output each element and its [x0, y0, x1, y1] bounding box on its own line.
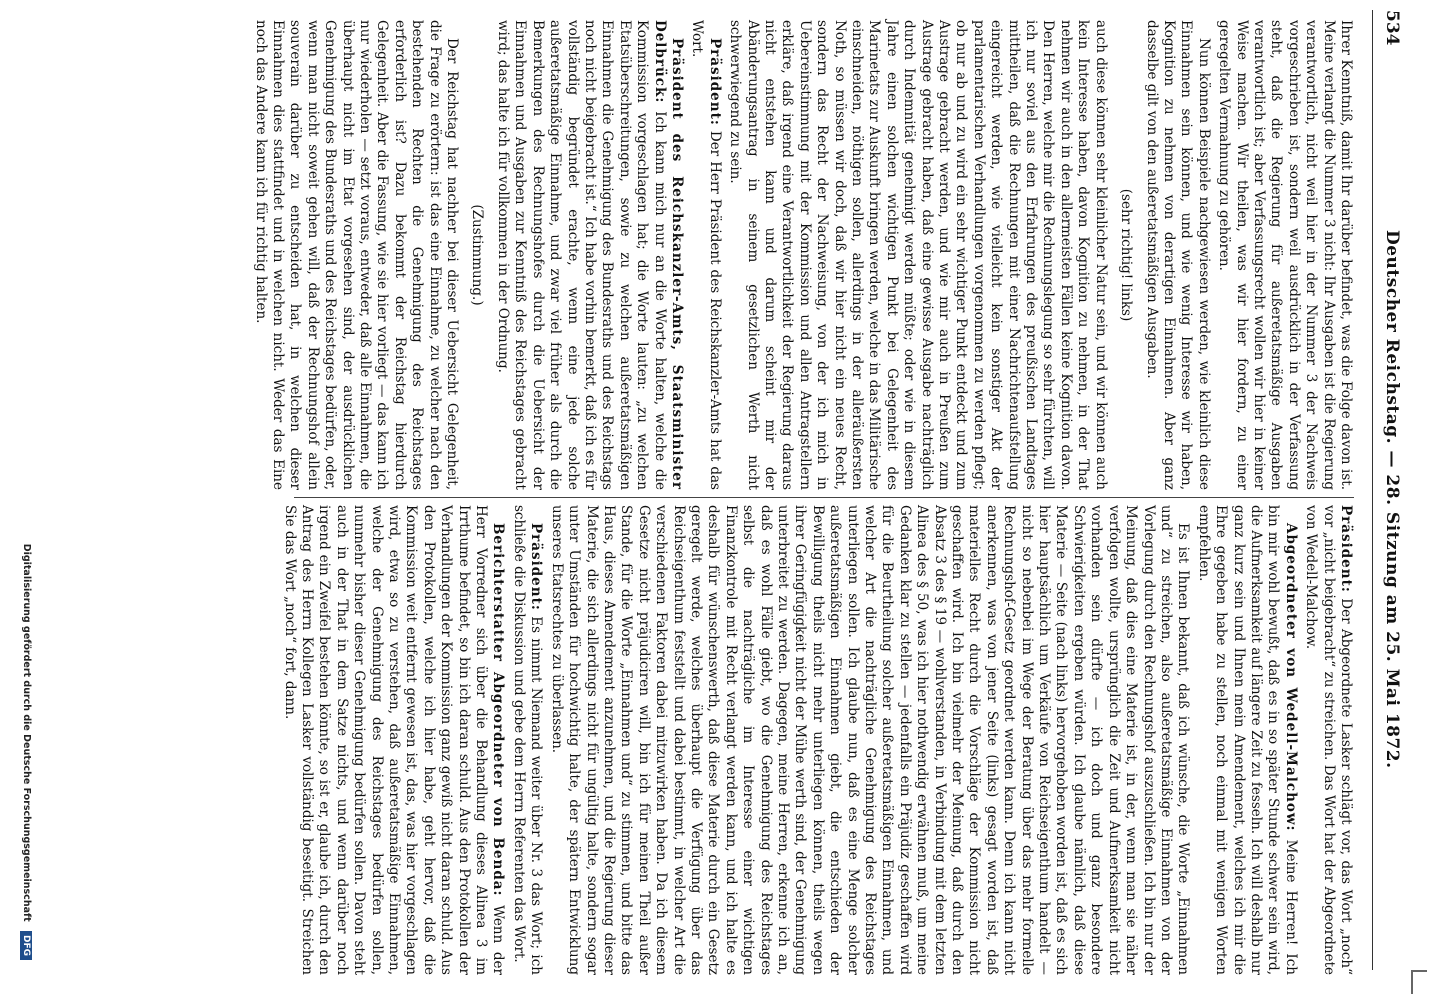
- text-column-left: [252, 20, 1354, 490]
- speaker-name: Präsident:: [706, 38, 723, 126]
- paragraph: Ihrer Kenntniß, damit Ihr darüber befindet, was die Folge davon ist. Meine verlangt die Nummer 3 nicht: Ihr Ausgaben ist die Regierung verantwortlich, nicht weil hier in der Nummer 3 der Nachweis vorgeschrieben ist, sondern weil ausdrücklich in der Verfassung steht, daß die Regierung für außeretatsmäßige Ausgaben verantwortlich ist; aber Verfassungsrecht wollen wir hier in keiner Weise machen. Wir theilen, was wir hier fordern, zu einer geregelten Vermahnung zu gehören.: [1216, 20, 1354, 490]
- paragraph: Nun können Beispiele nachgewiesen werden, wie kleinlich diese Einnahmen sein können, und wie wenig Interesse wir haben, Kognition zu nehmen von derartigen Einnahmen. Aber ganz dasselbe gilt von den außeretatsmäßigen Ausgaben.: [1143, 20, 1212, 490]
- digitization-credit: [20, 40, 32, 960]
- speaker-name: Präsident:: [1338, 505, 1354, 593]
- speaker-name: Berichterstatter Abgeordneter von Benda:: [490, 523, 507, 897]
- text-column-right: [281, 505, 1354, 976]
- paragraph: Präsident: Der Herr Präsident des Reichskanzler-Amts hat das Wort.: [689, 20, 723, 490]
- column-divider: [294, 497, 1354, 498]
- paragraph: (sehr richtig! links): [1118, 188, 1135, 322]
- paragraph: Präsident: Es nimmt Niemand weiter über Nr. 3 das Wort; ich schließe die Diskussion und gebe dem Herrn Referenten das Wort.: [510, 505, 545, 975]
- page-header: [1372, 10, 1412, 970]
- page-number: 534: [1382, 10, 1402, 46]
- paragraph: auch diese können sehr kleinlicher Natur sein, und wir können auch kein Interesse haben, davon Kognition zu nehmen, in der That nehmen wir auch in den allermeisten Fällen keine Kognition davon. Den Herren, welche mir die Rechnungslegung so sehr fürchten, will ich nur soviel aus den Erfahrungen des preußischen Landtages mittheilen, daß die Rechnungen mit einer Nachrichtenaufstellung eingereicht werden, wie vielleicht kein sonstiger Akt der parlamentarischen Verhandlungen vorgenommen zu werden pflegt; ob nur ab und zu wird ein sehr wichtiger Punkt entdeckt und zum Austrage gebracht werden, und wie mir auch in Preußen zum Austrage gebracht haben, daß eine gewisse Ausgabe nachträglich durch Indemnität genehmigt werden müßte; oder wie in diesem Jahre einen solchen wichtigen Punkt bei Gelegenheit des Marinetats zur Auskunft bringen werden, welche in das Militärische einschneiden, nöthigen sollen, allerdings in der alleräußersten Noth, so müssen wir doch, daß wir hier nicht ein neues Recht, sondern das Recht der Nachweisung, von der ich mich in Uebereinstimmung mit der Kommission und allen Antragstellern erkläre, daß irgend eine Verantwortlichkeit der Regierung daraus nicht entstehen kann und darum scheint mir der Abänderungsantrag in seinem gesetzlichen Werth nicht schwerwiegend zu sein.: [727, 20, 1109, 490]
- paragraph: (Zustimmung.): [469, 204, 486, 306]
- paragraph: Abgeordneter von Wedell-Malchow: Meine Herren! Ich bin mir wohl bewußt, daß es in so später Stunde schwer sein wird, die Aufmerksamkeit auf längere Zeit zu fesseln. Ich will deshalb nur ganz kurz sein und Ihnen mein Amendement, welches ich mir die Ehre gegeben habe zu stellen, noch einmal mit wenigen Worten empfehlen.: [1195, 505, 1299, 976]
- credit-text: Digitalisierung gefördert durch die Deutsche Forschungsgemeinschaft: [21, 543, 32, 922]
- header-rule: [1372, 10, 1373, 970]
- paragraph: Es ist Ihnen bekannt, daß ich wünsche, die Worte „Einnahmen und“ zu streichen, also außeretatsmäßige Einnahmen von der Vorlegung durch den Rechnungshof auszuschließen. Ich bin nur der Meinung, daß dies eine Materie ist, in der, wenn man sie näher verfolgen wollte, ursprünglich die Zeit und Aufmerksamkeit nicht vorhanden sein dürfte — ich doch und ganz besondere Schwierigkeiten ergeben würden. Ich glaube nämlich, daß diese Materie — Seite (nach links) hervorgehoben worden ist, daß es sich hier hauptsächlich um Verkäufe von Reichseigenthum handelt — nicht so nebenbei im Wege der Beratung über das mehr formelle Rechnungshof-Gesetz geordnet werden kann. Denn ich kann nicht anerkennen, was von jener Seite (links) gesagt worden ist, daß materielles Recht durch die Vorschläge der Kommission nicht geschaffen wird. Ich bin vielmehr der Meinung, daß durch den Absatz 3 des § 19 — wohlverstanden, in Verbindung mit dem letzten Alinea des § 50, was ich hier nothwendig erwähnen muß, um meine Gedanken klar zu stellen — jedenfalls ein Präjudiz geschaffen wird für die Beurtheilung solcher außeretatsmäßigen Einnahmen, und welcher Art die nachträgliche Genehmigung des Reichstages unterliegen sollen. Ich glaube nun, daß es eine Menge solcher außeretatsmäßigen Einnahmen giebt, die entschieden der Bewilligung theils nicht mehr unterliegen können, theils wegen ihrer Geringfügigkeit nicht der Mühe werth sind, der Genehmigung unterbreitet zu werden. Dagegen, meine Herren, erkenne ich an, daß es wohl Fälle giebt, wo die Genehmigung des Reichstages selbst die nachträgliche im Interesse einer wichtigen Finanzkontrole mit Recht verlangt werden kann, und ich halte es deshalb für wünschenswerth, daß diese Materie durch ein Gesetz geregelt werde, welches überhaupt die Verfügung über das Reichseigenthum feststellt und dabei bestimmt, in welcher Art die verschiedenen Faktoren dabei mitzuwirken haben. Da ich diesem Gesetze nicht präjudiciren will, bin ich für meinen Theil außer Stande, für die Worte „Einnahmen und“ zu stimmen, und bitte das Haus, dieses Amendement anzunehmen, und die Regierung dieser Materie, die sich allerdings nicht für ungültig halte, sondern sogar unter Umständen für hochwichtig halte, der spätern Entwicklung unseres Etatsrechtes zu überlassen.: [548, 505, 1192, 975]
- paragraph: Der Reichstag hat nachher bei dieser Uebersicht Gelegenheit, die Frage zu erörtern: ist das eine Einnahme, zu welcher nach den bestehenden Rechten die Genehmigung des Reichstages erforderlich ist? Dazu bekommt der Reichstag hierdurch Gelegenheit. Aber die Fassung, wie sie hier vorliegt — das kann ich nur wiederholen — setzt voraus, entweder, daß alle Einnahmen, die überhaupt nicht im Etat vorgesehen sind, der ausdrücklichen Genehmigung des Bundesraths und des Reichstages bedürfen, oder, wenn man nicht soweit gehen will, daß der Rechnungshof allein souverain darüber zu entscheiden hat, in welchen dieser Einnahmen dies stattfindet und in welchen nicht. Weder das Eine noch das Andere kann ich für richtig halten.: [252, 20, 461, 490]
- speaker-name: Präsident des Reichskanzler-Amts, Staatsminister Delbrück:: [651, 20, 685, 490]
- scan-corner-mark: [1411, 970, 1427, 994]
- speaker-name: Präsident:: [528, 523, 545, 611]
- running-title: Deutscher Reichstag. — 28. Sitzung am 25. Mai 1872.: [1382, 230, 1402, 769]
- dfg-logo: DFG: [20, 931, 32, 960]
- paragraph: Berichterstatter Abgeordneter von Benda: Wenn der Herr Vorredner sich über die Behandlung dieses Alinea 3 im Irrthume befindet, so bin ich daran schuld. Aus den Protokollen der Verhandlungen der Kommission ganz gewiß nicht daran schuld. Aus den Protokollen, welche ich hier habe, geht hervor, daß die Kommission weit entfernt gewesen ist, das, was hier vorgeschlagen wird, etwa so zu verstehen, daß außeretatsmäßige Einnahmen, welche der Genehmigung des Reichstages bedürfen sollen, nunmehr bisher dieser Genehmigung bedürfen sollen. Davon steht auch in der That in dem Satze nichts, und wenn darüber noch irgend ein Zweifel bestehen könnte, so ist er, glaube ich, durch den Antrag des Herrn Kollegen Lasker vollständig beseitigt. Streichen Sie das Wort „noch“ fort, dann.: [281, 505, 507, 975]
- paragraph: Präsident des Reichskanzler-Amts, Staatsminister Delbrück: Ich kann mich nur an die Worte halten, welche die Kommission vorgeschlagen hat; die Worte lauten: „zu welchen Etatsüberschreitungen, sowie zu welchen außeretatsmäßigen Einnahmen die Genehmigung des Bundesraths und des Reichstags noch nicht beigebracht ist.“ Ich habe vorhin bemerkt, daß ich es für vollständig begründet erachte, wenn eine jede solche außeretatsmäßige Einnahme, und zwar viel früher als durch die Bemerkungen des Rechnungshofes durch die Uebersicht der Einnahmen und Ausgaben zur Kenntniß des Reichstages gebracht wird; das halte ich für vollkommen in der Ordnung.: [494, 20, 685, 490]
- speaker-name: Abgeordneter von Wedell-Malchow:: [1282, 523, 1299, 832]
- paragraph: Präsident: Der Abgeordnete Lasker schlägt vor, das Wort „noch“ vor „nicht beigebracht“ zu streichen. Das Wort hat der Abgeordnete von Wedell-Malchow.: [1303, 505, 1354, 975]
